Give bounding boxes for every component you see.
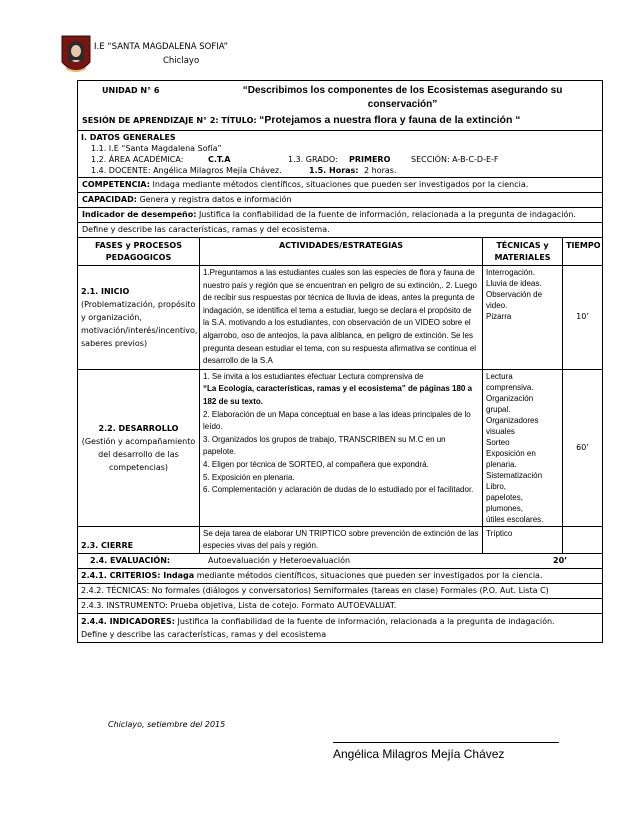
define-text: Define y describe las características, ramas y del ecosistema. [82,225,330,234]
inicio-title: 2.1. INICIO [81,286,130,296]
indicadores-label: 2.4.4. INDICADORES: [81,616,175,626]
school-name: I.E “SANTA MAGDALENA SOFIA” [94,42,228,52]
desarrollo-tecnica: Sistematización [486,470,543,480]
capacidad-text: Genera y registra datos e información [139,195,292,204]
capacidad-label: CAPACIDAD: [82,195,137,204]
inicio-row [78,266,603,370]
competencia-label: COMPETENCIA: [82,180,150,189]
tecnicas-row [78,583,603,598]
desarrollo-activity-5: 5. Exposición en plenaria. [203,472,295,482]
desarrollo-tecnica: Sorteo [486,437,510,447]
desarrollo-tecnica: Organizadores [486,415,539,425]
tiempo-header: TIEMPO [563,238,603,266]
grado-value: PRIMERO [349,155,391,164]
general-heading: I. DATOS GENERALES [81,133,176,142]
inicio-activity: 1.Preguntamos a las estudiantes cuales son las especies de flora y fauna de nuestro país y región que se encuentran en peligro de su extinción,. 2. Luego de recibir sus respuestas por técnica de lluvia de ideas, antes la pregunta de indagación, se identifica el tema a estudiar, luego se declara el propósito de la S.A. motivando a los estudiantes, con observación de un VIDEO sobre el algarrobo, oso de anteojos, la pava aliblanca, en peligro de extinción. Se les pregunta desean estudiar el tema, con su respuesta afirmativa se continua el desarrollo de la S.A [200,266,483,370]
desarrollo-tecnica: Exposición en [486,448,536,458]
indicadores-define: Define y describe las características, ramas y del ecosistema [81,629,327,639]
cierre-tecnica: Tríptico [483,526,563,553]
desarrollo-tecnica: visuales [486,426,515,436]
evaluacion-tecnicas: 2.4.2. TÉCNICAS: No formales (diálogos y conversatorios) Semiformales (tareas en clase) Formales (P.O. Aut. Lista C) [78,583,603,598]
session-title: “Protejamos a nuestra flora y fauna de la extinción “ [259,114,521,126]
unit-title: “Describimos los componentes de los Ecosistemas asegurando su conservación” [242,85,563,110]
desarrollo-activity-3: 3. Organizados los grupos de trabajo, TRANSCRIBEN su M.C en un papelote. [203,434,446,457]
grado-label: 1.3. GRADO: [288,155,338,164]
instrumento-row [78,598,603,613]
general-ie: 1.1. I.E “Santa Magdalena Sofía” [91,144,222,153]
school-crest-icon [60,32,92,80]
cierre-title: 2.3. CIERRE [78,526,200,553]
signature-name: Angélica Milagros Mejía Chávez [333,747,505,761]
evaluacion-label: 2.4. EVALUACIÓN: [90,555,171,565]
desarrollo-tecnica: Lectura [486,371,513,381]
desarrollo-activity-6: 6. Complementación y aclaración de dudas de lo estudiado por el facilitador. [203,485,474,495]
indicador-label: Indicador de desempeño: [82,210,197,219]
desarrollo-row [78,369,603,526]
evaluacion-tiempo: 20’ [553,555,568,565]
inicio-subtitle: (Problematización, propósito y organización, motivación/interés/incentivo, saberes previos) [81,299,198,348]
horas-label: 1.5. Horas: [309,166,359,175]
area-value: C.T.A [208,155,231,164]
competencia-row [78,178,603,238]
cierre-tiempo [563,526,603,553]
footer-city-date: Chiclayo, setiembre del 2015 [108,720,226,729]
desarrollo-tecnica: plumones, [486,503,523,513]
table-header-row [78,238,603,266]
criterios-text: mediante métodos científicos, situaciones que pueden ser investigados por la ciencia. [196,570,543,580]
inicio-tecnica: Lluvia de ideas. [486,279,542,288]
general-docente-line [81,165,599,176]
desarrollo-title: 2.2. DESARROLLO [98,423,179,433]
inicio-tiempo: 10’ [563,266,603,370]
fases-header: FASES y PROCESOS PEDAGOGICOS [78,238,200,266]
lesson-plan-table [77,80,603,643]
desarrollo-activity-2: 2. Elaboración de un Mapa conceptual en base a las ideas principales de lo leído. [203,409,471,432]
desarrollo-tecnica: plenaria. [486,459,517,469]
desarrollo-subtitle: (Gestión y acompañamiento del desarrollo de las competencias) [81,436,196,472]
inicio-tecnica: Interrogación. [486,268,535,277]
unit-row [78,81,603,131]
inicio-tecnica: Observación de [486,290,543,299]
desarrollo-tecnica: Organización [486,393,534,403]
evaluacion-instrumento: 2.4.3. INSTRUMENTO: Prueba objetiva, Lista de cotejo. Formato AUTOEVALUAT. [78,598,603,613]
inicio-tecnica: video. [486,301,508,310]
actividades-header: ACTIVIDADES/ESTRATEGIAS [200,238,483,266]
indicadores-row [78,613,603,642]
cierre-activity: Se deja tarea de elaborar UN TRIPTICO sobre prevención de extinción de las especies vivas del país y región. [200,526,483,553]
area-label: 1.2. ÁREA ACADÉMICA: [91,155,184,164]
desarrollo-tecnica: útiles escolares. [486,514,544,524]
indicador-text: Justifica la confiabilidad de la fuente de información, relacionada a la pregunta de indagación. [198,210,576,219]
session-label: SESIÓN DE APRENDIZAJE N° 2: TÍTULO: [82,116,257,125]
desarrollo-tecnica: comprensiva. [486,382,534,392]
indicadores-text: Justifica la confiabilidad de la fuente de información, relacionada a la pregunta de indagación. [177,616,555,626]
desarrollo-tiempo: 60’ [563,369,603,526]
tecnicas-header: TÉCNICAS y MATERIALES [483,238,563,266]
competencia-text: Indaga mediante métodos científicos, situaciones que pueden ser investigados por la ciencia. [152,180,529,189]
seccion-label: SECCIÓN: A-B-C-D-E-F [411,155,499,164]
unit-label: UNIDAD N° 6 [102,86,160,95]
evaluacion-row [78,553,603,568]
signature-line [333,742,559,743]
evaluacion-text: Autoevaluación y Heteroevaluación [208,555,351,565]
horas-value: 2 horas. [364,166,397,175]
criterios-row [78,568,603,583]
desarrollo-activity-1b: “La Ecología, características, ramas y el ecosistema” de páginas 180 a 182 de su texto. [203,384,473,406]
desarrollo-tecnica: Libro, [486,481,507,491]
school-city: Chiclayo [163,56,200,66]
cierre-row [78,526,603,553]
desarrollo-tecnica: papelotes, [486,492,523,502]
docente-label: 1.4. DOCENTE: Angélica Milagros Mejía Chávez. [91,166,282,175]
criterios-label: 2.4.1. CRITERIOS: Indaga [81,570,195,580]
desarrollo-activity-1: 1. Se invita a los estudiantes efectuar Lectura comprensiva de [203,371,424,381]
desarrollo-tecnica: grupal. [486,404,511,414]
general-data-row [78,131,603,178]
desarrollo-activity-4: 4. Eligen por técnica de SORTEO, al compañera que expondrá. [203,459,429,469]
school-header [60,32,300,82]
inicio-tecnica: Pizarra [486,312,512,321]
general-area-line [81,154,599,165]
